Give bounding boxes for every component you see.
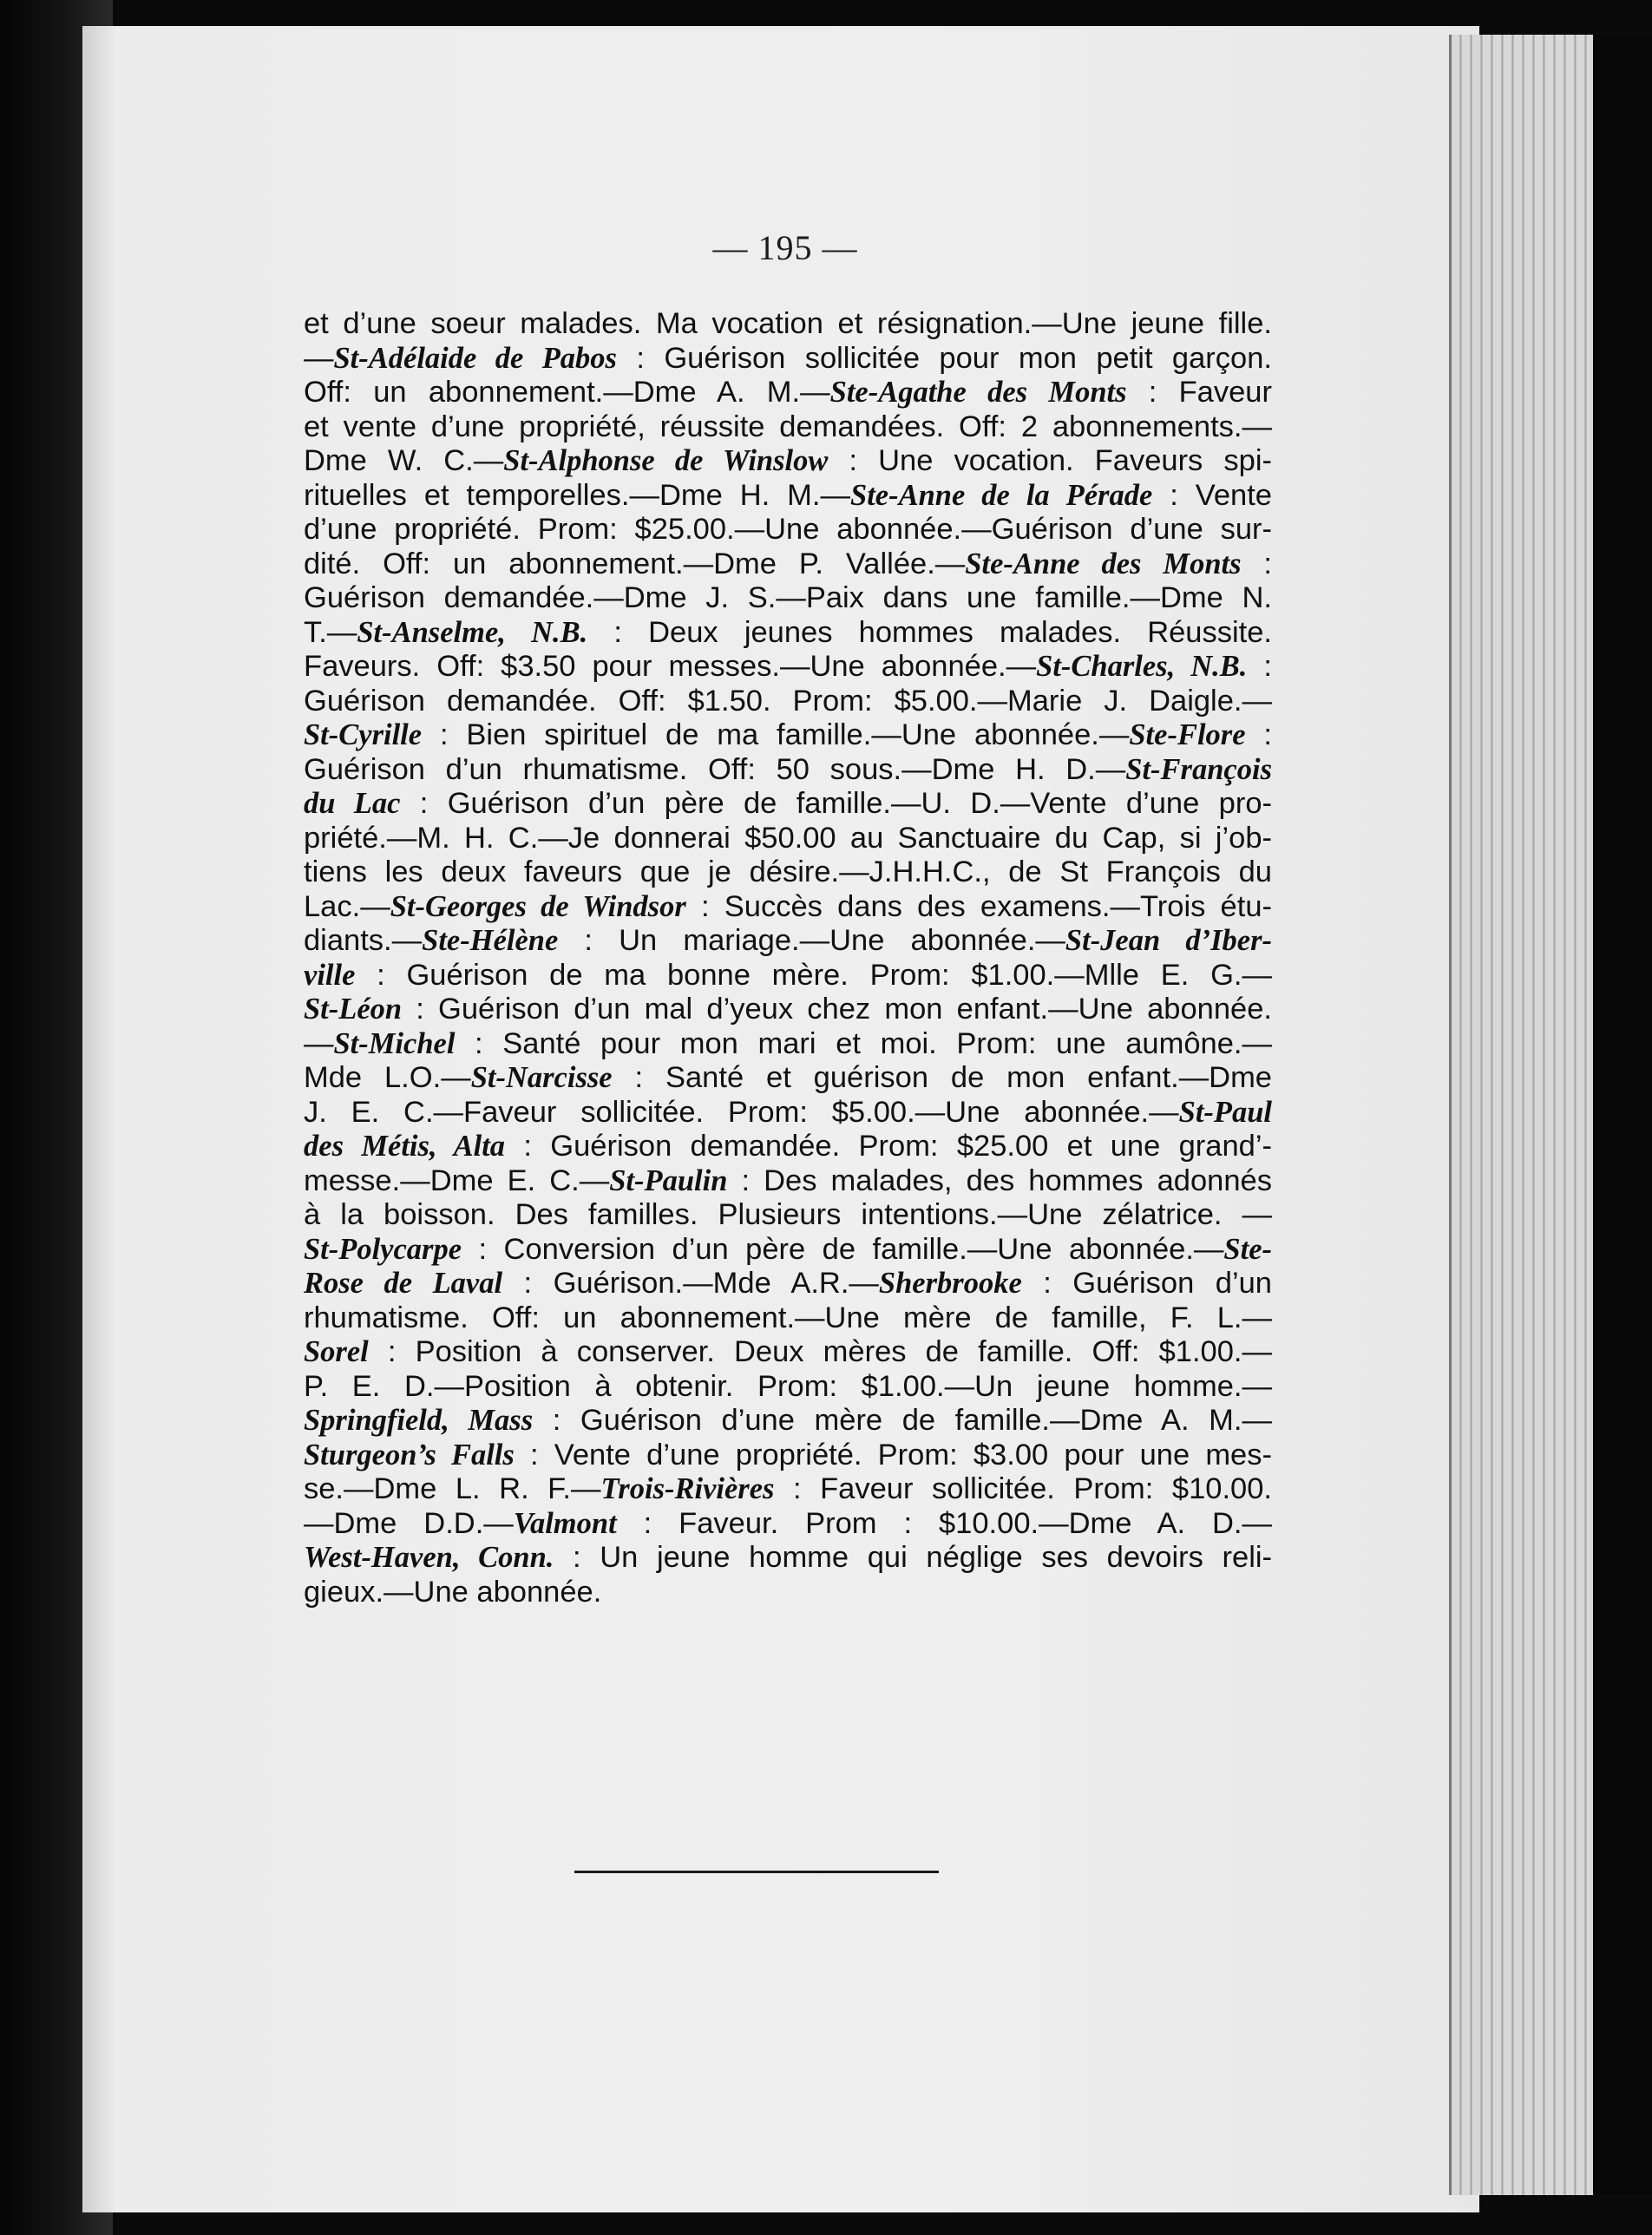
place-name: Ste- [1223,1232,1272,1266]
text-segment: : Faveur. Prom : $10.00.—Dme A. D.— [616,1506,1272,1540]
place-name: ville [304,958,356,992]
text-segment: : Bien spirituel de ma famille.—Une abonnée.— [422,718,1130,751]
text-line [304,924,1272,959]
end-rule [574,1871,939,1873]
text-line [304,890,1272,925]
text-segment: — [304,341,334,375]
text-segment: Faveurs. Off: $3.50 pour messes.—Une abonnée.— [304,650,1037,683]
text-segment: messe.—Dme E. C.— [304,1163,610,1197]
text-segment: : Guérison d’une mère de famille.—Dme A. M.— [533,1404,1273,1437]
text-segment: rituelles et temporelles.—Dme H. M.— [304,478,851,512]
text-line [304,1370,1272,1405]
text-line [304,685,1272,719]
text-segment: : [1245,718,1272,751]
edge-shadow [1593,35,1652,2195]
text-segment: d’une propriété. Prom: $25.00.—Une abonnée.—Guérison d’une sur- [304,513,1272,546]
text-segment: : [1247,650,1273,683]
text-line [304,513,1272,547]
text-segment: priété.—M. H. C.—Je donnerai $50.00 au Sanctuaire du Cap, si j’ob- [304,821,1272,855]
text-segment: : Une vocation. Faveurs spi- [828,444,1272,477]
text-line [304,1335,1272,1370]
text-line [304,1404,1272,1439]
text-line [304,1576,1272,1610]
place-name: St-Georges de Windsor [390,889,686,923]
text-line [304,1541,1272,1576]
text-line [304,1267,1272,1301]
text-line [304,307,1272,342]
place-name: du Lac [304,787,401,820]
place-name: St-Charles, N.B. [1036,650,1248,683]
text-line [304,787,1272,822]
text-segment: : Un jeune homme qui néglige ses devoirs reli- [554,1541,1273,1574]
place-name: St-Cyrille [304,718,423,751]
place-name: St-Léon [304,993,403,1026]
text-segment: : Guérison.—Mde A.R.— [502,1267,879,1300]
place-name: Sturgeon’s Falls [304,1438,515,1471]
text-segment: T.— [304,615,357,649]
text-segment: Guérison d’un rhumatisme. Off: 50 sous.—Dme H. D.— [304,752,1126,786]
place-name: Sorel [304,1335,369,1368]
body-text [304,307,1272,1609]
place-name: St-Adélaide de Pabos [333,341,617,375]
text-segment: J. E. C.—Faveur sollicitée. Prom: $5.00.—Une abonnée.— [304,1095,1179,1129]
text-line [304,650,1272,685]
text-line [304,547,1272,582]
text-segment: : [1241,547,1272,580]
text-line [304,342,1272,377]
text-segment: Off: un abonnement.—Dme A. M.— [304,376,830,409]
text-segment: : Des malades, des hommes adonnés [727,1163,1272,1197]
place-name: Trois-Rivières [600,1472,775,1505]
text-line [304,1027,1272,1062]
text-segment: se.—Dme L. R. F.— [304,1472,601,1505]
place-name: Ste-Agathe des Monts [829,376,1127,409]
text-segment: : Conversion d’un père de famille.—Une abonnée.— [462,1232,1224,1266]
text-line [304,410,1272,445]
text-segment: : Guérison d’un père de famille.—U. D.—Vente d’une pro- [400,787,1272,820]
text-line [304,822,1272,856]
text-segment: diants.— [304,924,423,957]
text-line [304,855,1272,890]
place-name: St-François [1125,752,1272,786]
text-line [304,1096,1272,1131]
text-segment: Lac.— [304,889,390,923]
text-line [304,616,1272,651]
text-line [304,1198,1272,1233]
text-line [304,1439,1272,1473]
page-edges [1449,35,1599,2195]
text-segment: : Guérison de ma bonne mère. Prom: $1.00.—Mlle E. G.— [355,958,1272,992]
text-line [304,376,1272,410]
text-segment: : Guérison sollicitée pour mon petit garçon. [616,341,1272,375]
text-segment: Guérison demandée. Off: $1.50. Prom: $5.00.—Marie J. Daigle.— [304,684,1272,718]
text-line [304,1472,1272,1507]
text-line [304,479,1272,514]
text-line [304,1507,1272,1542]
text-line [304,1233,1272,1268]
text-segment: — [304,1026,334,1060]
text-segment: dité. Off: un abonnement.—Dme P. Vallée.— [304,547,966,580]
text-segment: —Dme D.D.— [304,1506,514,1540]
place-name: Sherbrooke [878,1267,1022,1300]
text-segment: Dme W. C.— [304,444,504,477]
place-name: St-Paulin [609,1163,728,1197]
text-line [304,1164,1272,1199]
text-segment: et d’une soeur malades. Ma vocation et résignation.—Une jeune fille. [304,307,1272,340]
text-segment: : Vente d’une propriété. Prom: $3.00 pour une mes- [514,1438,1272,1471]
text-segment: : Un mariage.—Une abonnée.— [558,924,1065,957]
place-name: St-Paul [1178,1095,1272,1129]
text-segment: P. E. D.—Position à obtenir. Prom: $1.00.—Un jeune homme.— [304,1369,1272,1403]
place-name: St-Narcisse [470,1061,613,1094]
text-line [304,1061,1272,1096]
text-segment: : Guérison d’un [1021,1267,1272,1300]
place-name: St-Michel [333,1026,456,1060]
text-segment: : Vente [1152,478,1272,512]
text-line [304,993,1272,1027]
text-segment: : Succès dans des examens.—Trois étu- [685,889,1272,923]
text-segment: et vente d’une propriété, réussite demandées. Off: 2 abonnements.— [304,410,1272,443]
text-segment: Mde L.O.— [304,1061,471,1094]
place-name: Ste-Hélène [422,924,559,957]
text-segment: : Faveur sollicitée. Prom: $10.00. [774,1472,1272,1505]
text-segment: : Santé et guérison de mon enfant.—Dme [612,1061,1272,1094]
text-segment: gieux.—Une abonnée. [304,1575,602,1609]
page-number: — 195 — [712,228,858,267]
text-line [304,718,1272,753]
text-line [304,1130,1272,1164]
place-name: St-Jean d’Iber- [1065,924,1272,957]
text-segment: : Guérison d’un mal d’yeux chez mon enfant.—Une abonnée. [402,993,1272,1026]
text-line [304,753,1272,788]
text-segment: : Faveur [1126,376,1272,409]
text-segment: : Santé pour mon mari et moi. Prom: une aumône.— [455,1026,1272,1060]
place-name: des Métis, Alta [304,1130,506,1163]
text-line [304,959,1272,993]
place-name: St-Polycarpe [304,1232,462,1266]
place-name: St-Anselme, N.B. [357,615,588,649]
place-name: Valmont [513,1506,617,1540]
place-name: Ste-Anne de la Pérade [850,478,1153,512]
place-name: West-Haven, Conn. [304,1541,554,1574]
place-name: Ste-Flore [1129,718,1246,751]
text-segment: : Position à conserver. Deux mères de famille. Off: $1.00.— [368,1335,1272,1368]
text-segment: rhumatisme. Off: un abonnement.—Une mère de famille, F. L.— [304,1301,1272,1334]
text-segment: tiens les deux faveurs que je désire.—J.H.H.C., de St François du [304,855,1272,888]
place-name: Rose de Laval [304,1267,503,1300]
text-line [304,1301,1272,1336]
place-name: Springfield, Mass [304,1404,534,1437]
text-line [304,581,1272,616]
text-segment: Guérison demandée.—Dme J. S.—Paix dans une famille.—Dme N. [304,581,1272,614]
text-line [304,444,1272,479]
place-name: St-Alphonse de Winslow [503,444,829,477]
text-segment: : Guérison demandée. Prom: $25.00 et une grand’- [505,1130,1272,1163]
place-name: Ste-Anne des Monts [965,547,1242,580]
text-segment: à la boisson. Des familles. Plusieurs intentions.—Une zélatrice. — [304,1198,1272,1231]
text-segment: : Deux jeunes hommes malades. Réussite. [587,615,1273,649]
